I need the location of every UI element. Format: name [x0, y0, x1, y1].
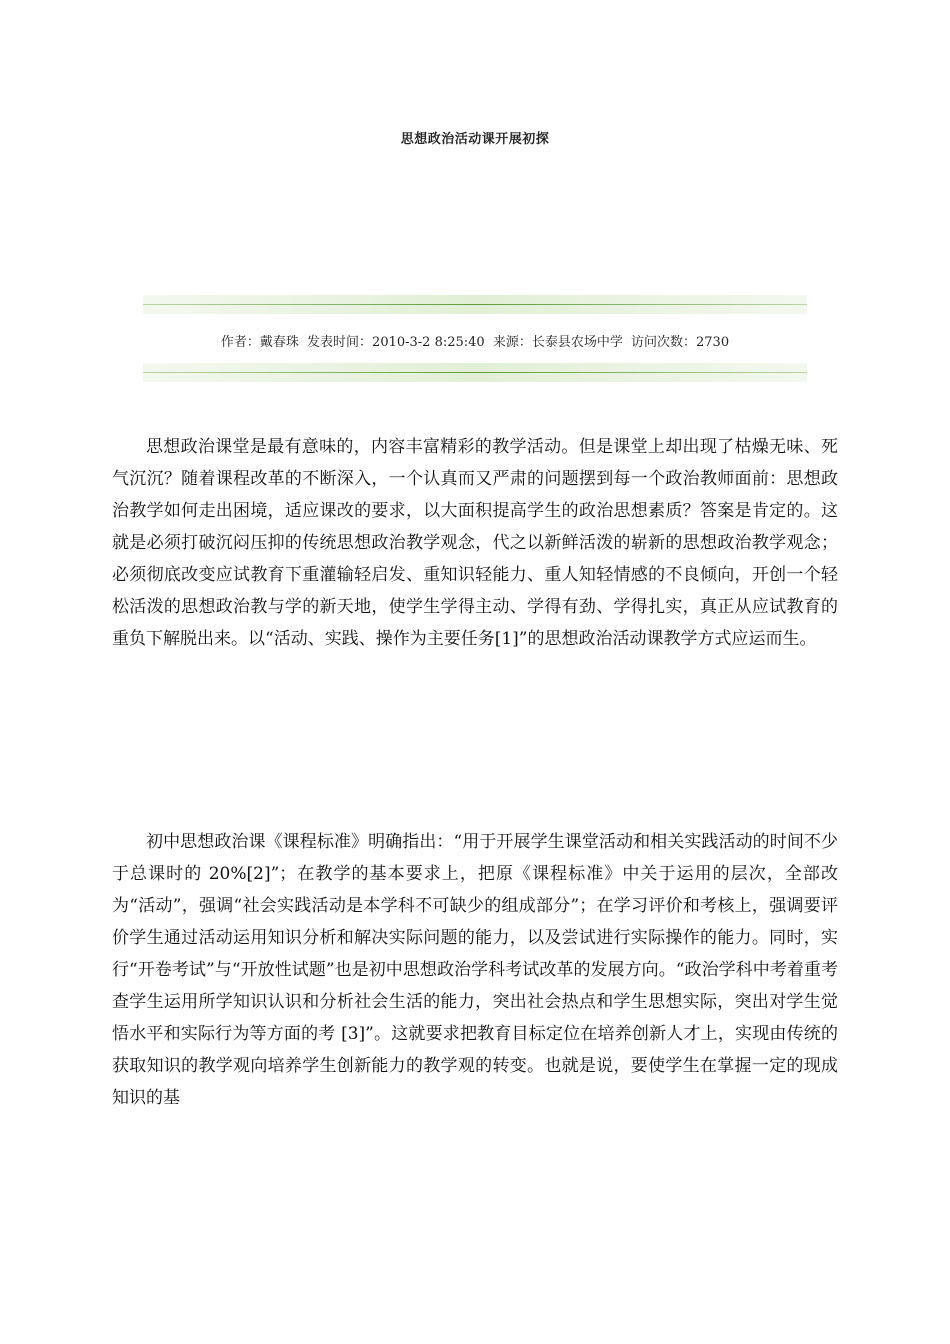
page-title: 思想政治活动课开展初探	[400, 132, 550, 147]
body-paragraph-2: 初中思想政治课《课程标准》明确指出：“用于开展学生课堂活动和相关实践活动的时间不少于总课时的 20%[2]”；在教学的基本要求上，把原《课程标准》中关于运用的层次，全部改为“活动”，强调“社会实践活动是本学科不可缺少的组成部分”；在学习评价和考核上，强调要评价学生通过活动运用知识分析和解决实际问题的能力，以及尝试进行实际操作的能力。同时，实行“开卷考试”与“开放性试题”也是初中思想政治学科考试改革的发展方向。“政治学科中考着重考查学生运用所学知识认识和分析社会生活的能力，突出社会热点和学生思想实际，突出对学生觉悟水平和实际行为等方面的考 [3]”。这就要求把教育目标定位在培养创新人才上，实现由传统的获取知识的教学观向培养学生创新能力的教学观的转变。也就是说，要使学生在掌握一定的现成知识的基	[112, 832, 838, 1108]
meta-visits: 访问次数：2730	[631, 335, 730, 350]
divider-bottom	[143, 363, 807, 382]
article-meta	[0, 331, 950, 350]
meta-source: 来源：长泰县农场中学	[492, 335, 623, 350]
meta-author: 作者：戴春珠	[220, 335, 299, 350]
body-paragraph-1: 思想政治课堂是最有意味的，内容丰富精彩的教学活动。但是课堂上却出现了枯燥无味、死气沉沉？随着课程改革的不断深入，一个认真而又严肃的问题摆到每一个政治教师面前：思想政治教学如何走出困境，适应课改的要求，以大面积提高学生的政治思想素质？答案是肯定的。这就是必须打破沉闷压抑的传统思想政治教学观念，代之以新鲜活泼的崭新的思想政治教学观念；必须彻底改变应试教育下重灌输轻启发、重知识轻能力、重人知轻情感的不良倾向，开创一个轻松活泼的思想政治教与学的新天地，使学生学得主动、学得有劲、学得扎实，真正从应试教育的重负下解脱出来。以“活动、实践、操作为主要任务[1]”的思想政治活动课教学方式应运而生。	[112, 437, 838, 649]
meta-published: 发表时间：2010-3-2 8:25:40	[307, 335, 485, 350]
divider-top	[143, 295, 807, 314]
